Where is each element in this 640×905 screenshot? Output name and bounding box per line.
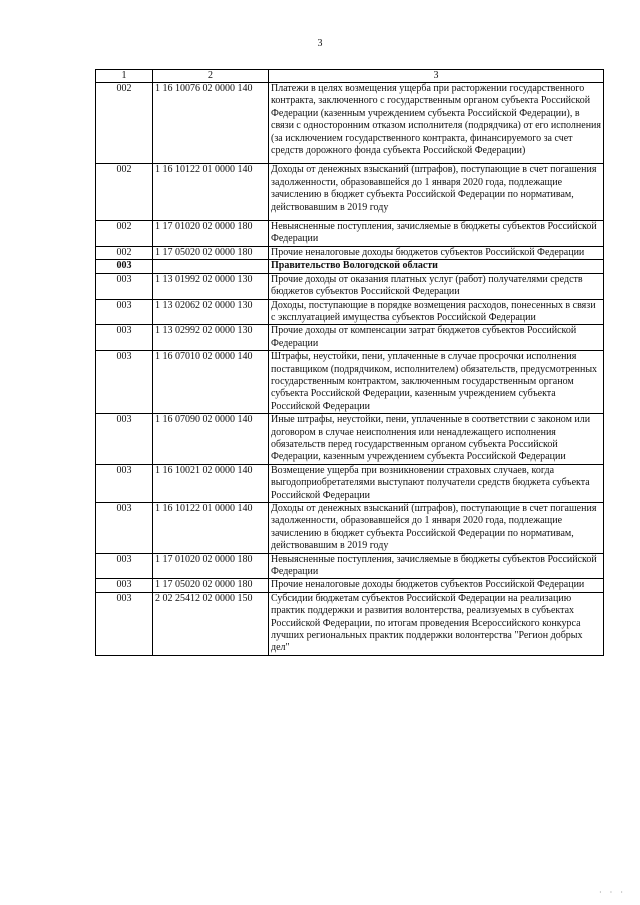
admin-code-cell: 003 [96,553,153,579]
table-row [96,325,604,351]
budget-code-cell: 1 17 05020 02 0000 180 [153,246,269,259]
admin-code-cell: 003 [96,503,153,554]
revenue-name-cell: Иные штрафы, неустойки, пени, уплаченные в соответствии с законом или договором в случае неисполнения или ненадлежащего исполнения обязательств перед государственным органом субъекта Российской Федерации, казенным учреждением субъекта Российской Федерации [269,414,604,465]
revenue-name-cell: Прочие доходы от компенсации затрат бюджетов субъектов Российской Федерации [269,325,604,351]
table-section-row [96,260,604,273]
header-col-1: 1 [96,70,153,83]
budget-code-cell: 1 16 07010 02 0000 140 [153,351,269,414]
admin-code-cell: 003 [96,273,153,299]
budget-code-cell: 1 16 10122 01 0000 140 [153,164,269,221]
revenue-name-cell: Невыясненные поступления, зачисляемые в бюджеты субъектов Российской Федерации [269,221,604,247]
table-row [96,83,604,164]
revenue-name-cell: Доходы, поступающие в порядке возмещения расходов, понесенных в связи с эксплуатацией имущества субъектов Российской Федерации [269,299,604,325]
admin-code-cell: 003 [96,414,153,465]
revenue-name-cell: Доходы от денежных взысканий (штрафов), поступающие в счет погашения задолженности, образовавшейся до 1 января 2020 года, подлежащие зачислению в бюджет субъекта Российской Федерации по нормативам, действовавшим в 2019 году [269,164,604,221]
table-row [96,351,604,414]
section-title-cell: Правительство Вологодской области [269,260,604,273]
revenue-name-cell: Прочие доходы от оказания платных услуг (работ) получателями средств бюджетов субъектов Российской Федерации [269,273,604,299]
admin-code-cell: 002 [96,164,153,221]
budget-code-cell: 1 16 10122 01 0000 140 [153,503,269,554]
table-row [96,553,604,579]
admin-code-cell: 003 [96,592,153,655]
table-row [96,579,604,592]
budget-code-cell [153,260,269,273]
header-col-2: 2 [153,70,269,83]
revenue-name-cell: Субсидии бюджетам субъектов Российской Федерации на реализацию практик поддержки и развития волонтерства, реализуемых в субъектах Российской Федерации, по итогам проведения Всероссийского конкурса лучших региональных практик поддержки волонтерства "Регион добрых дел" [269,592,604,655]
admin-code-cell: 003 [96,299,153,325]
table-row [96,246,604,259]
table-row [96,503,604,554]
scan-artifact-mark: · · · [599,888,626,897]
budget-code-cell: 1 16 10021 02 0000 140 [153,464,269,502]
budget-code-cell: 2 02 25412 02 0000 150 [153,592,269,655]
budget-code-cell: 1 13 01992 02 0000 130 [153,273,269,299]
admin-code-cell: 002 [96,83,153,164]
revenue-codes-table [95,69,604,656]
budget-code-cell: 1 17 01020 02 0000 180 [153,553,269,579]
budget-code-cell: 1 16 07090 02 0000 140 [153,414,269,465]
table-row [96,299,604,325]
header-col-3: 3 [269,70,604,83]
admin-code-cell: 002 [96,221,153,247]
table-row [96,414,604,465]
revenue-name-cell: Прочие неналоговые доходы бюджетов субъектов Российской Федерации [269,579,604,592]
table-row [96,221,604,247]
admin-code-cell: 003 [96,325,153,351]
budget-code-cell: 1 16 10076 02 0000 140 [153,83,269,164]
table-row [96,592,604,655]
page-number: 3 [317,38,323,49]
revenue-name-cell: Доходы от денежных взысканий (штрафов), поступающие в счет погашения задолженности, образовавшейся до 1 января 2020 года, подлежащие зачислению в бюджет субъекта Российской Федерации по нормативам, действовавшим в 2019 году [269,503,604,554]
budget-code-cell: 1 17 05020 02 0000 180 [153,579,269,592]
admin-code-cell: 002 [96,246,153,259]
admin-code-cell: 003 [96,351,153,414]
table-header-row [96,70,604,83]
table-row [96,273,604,299]
table-row [96,464,604,502]
table-row [96,164,604,221]
budget-code-cell: 1 13 02992 02 0000 130 [153,325,269,351]
budget-code-cell: 1 13 02062 02 0000 130 [153,299,269,325]
revenue-name-cell: Штрафы, неустойки, пени, уплаченные в случае просрочки исполнения поставщиком (подрядчиком, исполнителем) обязательств, предусмотренных государственным контрактом, заключенным государственным органом субъекта Российской Федерации, казенным учреждением субъекта Российской Федерации [269,351,604,414]
admin-code-cell: 003 [96,260,153,273]
revenue-name-cell: Невыясненные поступления, зачисляемые в бюджеты субъектов Российской Федерации [269,553,604,579]
revenue-name-cell: Платежи в целях возмещения ущерба при расторжении государственного контракта, заключенного с государственным органом субъекта Российской Федерации (казенным учреждением субъекта Российской Федерации), в связи с односторонним отказом исполнителя (подрядчика) от его исполнения (за исключением государственного контракта, финансируемого за счет средств дорожного фонда субъекта Российской Федерации) [269,83,604,164]
admin-code-cell: 003 [96,464,153,502]
budget-code-cell: 1 17 01020 02 0000 180 [153,221,269,247]
admin-code-cell: 003 [96,579,153,592]
revenue-name-cell: Прочие неналоговые доходы бюджетов субъектов Российской Федерации [269,246,604,259]
revenue-name-cell: Возмещение ущерба при возникновении страховых случаев, когда выгодоприобретателями выступают получатели средств бюджета субъекта Российской Федерации [269,464,604,502]
